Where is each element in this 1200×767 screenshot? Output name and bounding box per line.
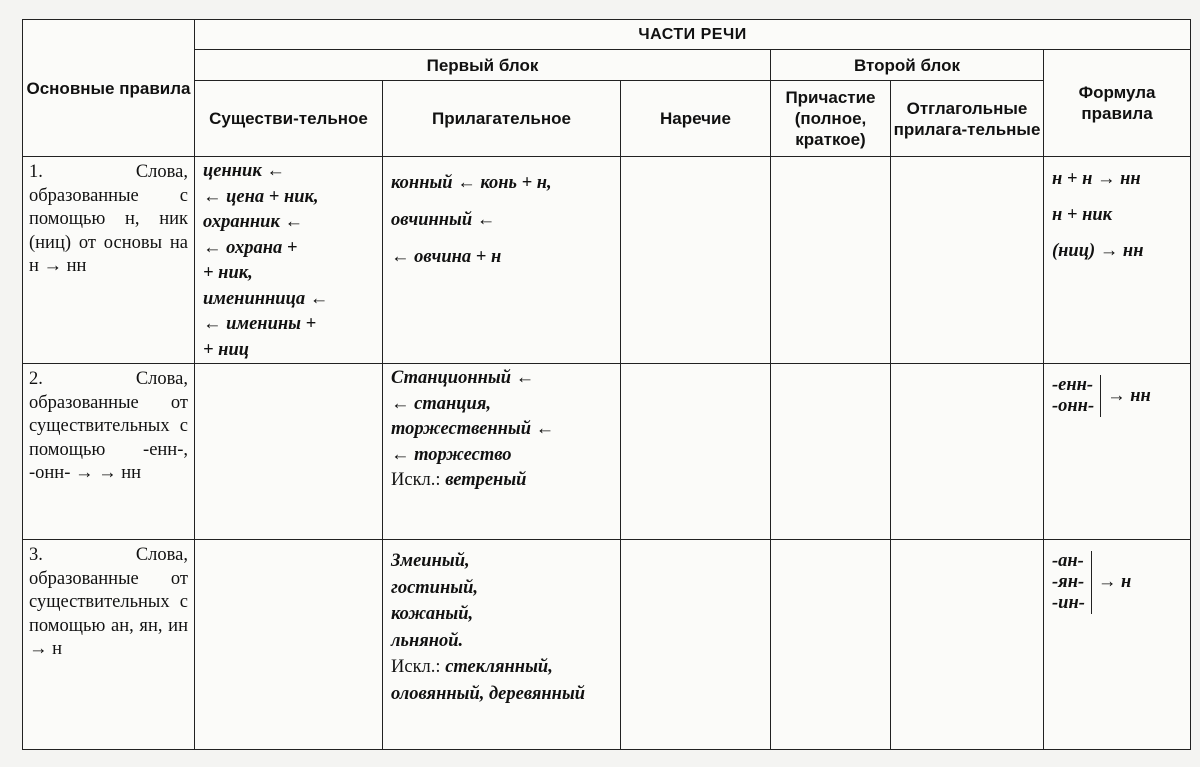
header-adverb: Наречие [621, 81, 771, 157]
noun-line: + ниц [203, 339, 250, 360]
adj-line: Змеиный, [391, 551, 470, 571]
formula-result: → нн [1107, 385, 1151, 406]
row2-formula [1044, 364, 1191, 540]
row1-formula [1044, 157, 1191, 364]
row3-formula [1044, 540, 1191, 750]
affix: -енн- [1052, 375, 1094, 395]
affix: -ян- [1052, 572, 1085, 592]
adj-line: ← овчина + н [391, 247, 502, 267]
header-noun: Существи-тельное [195, 81, 383, 157]
formula-line: (ниц) → нн [1052, 241, 1144, 261]
affix: -ан- [1052, 551, 1084, 571]
noun-line: именинница ← [203, 288, 329, 309]
row3-adjective-examples [383, 540, 621, 750]
header-verbal-adjective: Отглагольные прилага-тельные [891, 81, 1044, 157]
row2-adverb-cell [621, 364, 771, 540]
formula-line: н + ник [1052, 205, 1112, 225]
table-row [23, 157, 1191, 364]
exception-label: Искл.: [391, 470, 441, 490]
adj-line: ← торжество [391, 444, 512, 465]
exception-label: Искл.: [391, 657, 441, 677]
exception-words: стеклянный, оловянный, деревянный [391, 657, 586, 704]
header-main-rules: Основные правила [23, 20, 195, 157]
header-adjective: Прилагательное [383, 81, 621, 157]
adj-line: гостиный, [391, 577, 478, 598]
rule-3-text: 3. Слова, образованные от существительных с помощью ан, ян, ин → н [23, 540, 195, 750]
affix-list [1052, 551, 1092, 614]
affix-list [1052, 375, 1101, 417]
row3-adverb-cell [621, 540, 771, 750]
table-row [23, 364, 1191, 540]
row3-verbal-adj-cell [891, 540, 1044, 750]
noun-line: ← цена + ник, [203, 186, 319, 207]
header-parts-of-speech: ЧАСТИ РЕЧИ [195, 20, 1191, 50]
adj-line: Станционный ← [391, 368, 535, 388]
row1-adverb-cell [621, 157, 771, 364]
row3-noun-cell [195, 540, 383, 750]
row2-noun-cell [195, 364, 383, 540]
adj-line: овчинный ← [391, 210, 496, 230]
row2-verbal-adj-cell [891, 364, 1044, 540]
header-first-block: Первый блок [195, 50, 771, 81]
header-formula: Формула правила [1044, 50, 1191, 157]
affix: -ин- [1052, 593, 1085, 613]
row2-adjective-examples [383, 364, 621, 540]
rules-table-container [22, 19, 1190, 743]
adj-line: ← станция, [391, 393, 491, 414]
adj-line: кожаный, [391, 604, 474, 624]
affix-group [1052, 551, 1131, 614]
row1-adjective-examples [383, 157, 621, 364]
formula-line: н + н → нн [1052, 169, 1141, 189]
row3-participle-cell [771, 540, 891, 750]
affix-group [1052, 375, 1151, 417]
adj-line: конный ← конь + н, [391, 173, 552, 193]
rule-2-text: 2. Слова, образованные от существительных с помощью -енн-, -онн- → → нн [23, 364, 195, 540]
spelling-rules-table [22, 19, 1191, 750]
noun-line: ценник ← [203, 161, 285, 181]
table-row [23, 540, 1191, 750]
header-participle: Причастие (полное, краткое) [771, 81, 891, 157]
exception-word: ветреный [445, 470, 527, 490]
row1-verbal-adj-cell [891, 157, 1044, 364]
noun-line: охранник ← [203, 212, 303, 232]
noun-line: ← охрана + [203, 237, 298, 258]
adj-line: торжественный ← [391, 419, 555, 439]
adj-line: льняной. [391, 630, 464, 651]
rule-1-text: 1. Слова, образованные с помощью н, ник (ниц) от основы на н → нн [23, 157, 195, 364]
formula-result: → н [1097, 572, 1132, 592]
row2-participle-cell [771, 364, 891, 540]
row1-participle-cell [771, 157, 891, 364]
header-second-block: Второй блок [771, 50, 1044, 81]
noun-line: ← именины + [203, 314, 317, 334]
row1-noun-examples [195, 157, 383, 364]
noun-line: + ник, [203, 263, 253, 283]
exception-line [391, 468, 614, 494]
affix: -онн- [1052, 396, 1095, 416]
exception-line [391, 654, 614, 707]
